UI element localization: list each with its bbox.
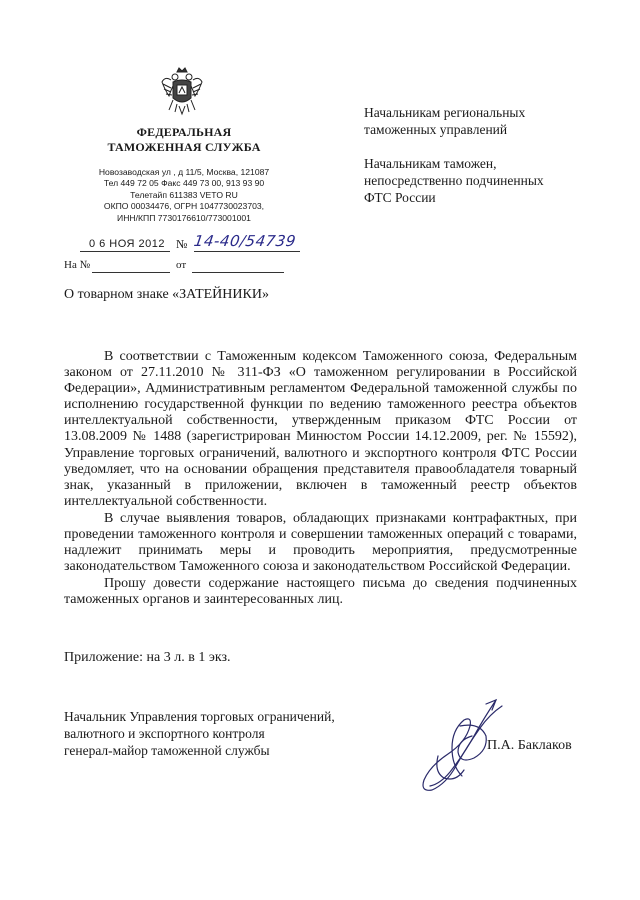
addressee-line: Начальникам региональных: [364, 105, 526, 120]
addressee-line: Начальникам таможен,: [364, 156, 497, 171]
addressee-line: таможенных управлений: [364, 122, 508, 137]
signer-title-line: Начальник Управления торговых ограничений,: [64, 709, 335, 724]
registration-date: 0 6 НОЯ 2012: [88, 238, 166, 250]
organization-name-line-2: ТАМОЖЕННАЯ СЛУЖБА: [107, 140, 261, 154]
signer-title-line: генерал-майор таможенной службы: [64, 743, 270, 758]
letter-subject: О товарном знаке «ЗАТЕЙНИКИ»: [64, 287, 269, 302]
body-paragraph: В случае выявления товаров, обладающих признаками контрафактных, при проведении таможенного контроля и совершении таможенных операций с товарами, надлежит принимать меры и проводить мероприятия, предусмотренные законодательством Таможенного союза и законодательством Российской Федерации.: [64, 510, 577, 575]
addressee-block: [364, 155, 544, 206]
reference-number-blank: [92, 272, 170, 273]
addressee-block: [364, 104, 525, 138]
contact-line: Телетайп 611383 VETO RU: [130, 189, 238, 200]
signer-title-line: валютного и экспортного контроля: [64, 726, 265, 741]
organization-name-line-1: ФЕДЕРАЛЬНАЯ: [136, 125, 232, 139]
organization-contacts: [74, 167, 294, 224]
addressee-line: ФТС России: [364, 190, 436, 205]
letter-body: [64, 349, 577, 610]
reference-number-label: На №: [64, 259, 91, 271]
registration-number-label: №: [176, 237, 188, 251]
reference-date-label: от: [176, 259, 187, 271]
reference-date-blank: [192, 272, 284, 273]
registration-number: 14-40/54739: [192, 232, 298, 250]
signer-title: [64, 708, 335, 759]
registration-number-underline: [194, 251, 300, 252]
contact-line: Новозаводская ул , д 11/5, Москва, 121087: [98, 167, 270, 177]
contact-line: ИНН/КПП 7730176610/773001001: [117, 212, 251, 223]
registration-line: [80, 232, 302, 254]
addressee-line: непосредственно подчиненных: [364, 173, 544, 188]
contact-line: Тел 449 72 05 Факс 449 73 00, 913 93 90: [103, 178, 265, 189]
organization-name: [84, 125, 284, 155]
registration-date-underline: [80, 251, 170, 252]
attachment-note: Приложение: на 3 л. в 1 экз.: [64, 650, 231, 665]
contact-line: ОКПО 00034476, ОГРН 1047730023703,: [103, 201, 265, 212]
body-paragraph: В соответствии с Таможенным кодексом Таможенного союза, Федеральным законом от 27.11.2010 № 311-ФЗ «О таможенном регулировании в Российской Федерации», Административным регламентом Федеральной таможенной службы по исполнению государственной функции по ведению таможенного реестра объектов интеллектуальной собственности, утвержденным приказом ФТС России от 13.08.2009 № 1488 (зарегистрирован Минюстом России 14.12.2009, рег. № 15592), Управление торговых ограничений, валютного и экспортного контроля ФТС России уведомляет, что на основании обращения представителя правообладателя товарный знак, указанный в приложении, включен в таможенный реестр объектов интеллектуальной собственности.: [64, 349, 577, 509]
signer-name: П.А. Баклаков: [487, 738, 572, 753]
body-paragraph: Прошу довести содержание настоящего письма до сведения подчиненных таможенных органов и заинтересованных лиц.: [64, 576, 577, 608]
reference-line: [64, 259, 294, 275]
coat-of-arms-icon: [159, 66, 205, 116]
